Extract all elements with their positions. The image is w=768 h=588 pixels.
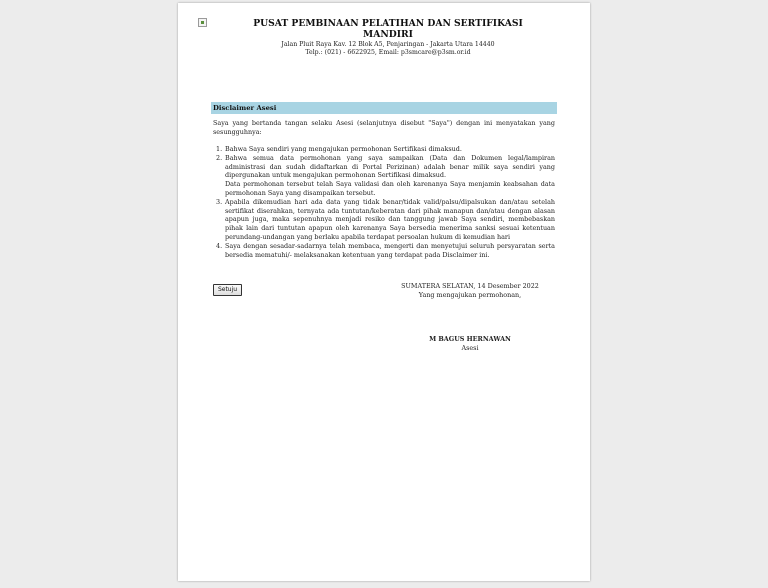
disclaimer-item	[213, 242, 555, 260]
institution-address: Jalan Pluit Raya Kav. 12 Blok A5, Penjaringan - Jakarta Utara 14440	[281, 41, 495, 48]
disclaimer-heading: Disclaimer Asesi	[211, 102, 557, 114]
signature-name: M BAGUS HERNAWAN	[429, 335, 511, 343]
institution-title	[238, 18, 538, 40]
institution-contact	[238, 41, 538, 57]
disclaimer-item-text: Bahwa semua data permohonan yang saya sampaikan (Data dan Dokumen legal/lampiran administrasi dan sudah didaftarkan di Portal Perizinan) adalah benar milik saya sendiri yang dipergunakan untuk mengajukan permohonan Sertifikasi dimaksud.	[225, 153, 555, 180]
disclaimer-item-number: 4.	[216, 241, 223, 250]
disclaimer-item	[213, 198, 555, 242]
disclaimer-item	[213, 145, 555, 154]
document-page	[178, 3, 590, 581]
signature-role: Yang mengajukan permohonan,	[418, 291, 522, 299]
signature-title: Asesi	[461, 344, 479, 352]
signature-place-date: SUMATERA SELATAN, 14 Desember 2022	[401, 282, 539, 290]
agree-button[interactable]: Setuju	[213, 284, 242, 296]
broken-image-icon	[198, 18, 207, 27]
disclaimer-item-number: 2.	[216, 153, 223, 162]
disclaimer-intro: Saya yang bertanda tangan selaku Asesi (selanjutnya disebut "Saya") dengan ini menyatakan yang sesungguhnya:	[213, 119, 555, 136]
disclaimer-list	[213, 145, 555, 259]
disclaimer-item-text: Apabila dikemudian hari ada data yang tidak benar/tidak valid/palsu/dipalsukan dan/atau setelah sertifikat diserahkan, ternyata ada tuntutan/keberatan dari pihak manapun dan/atau dengan alasan apapun juga, maka sepenuhnya menjadi resiko dan tanggung jawab Saya sendiri, membebaskan pihak lain dari tuntutan apapun oleh karenanya Saya bersedia menerima sanksi sesuai ketentuan perundang-undangan yang berlaku apabila terdapat persoalan hukum di kemudian hari	[225, 197, 555, 241]
institution-title-line2: MANDIRI	[363, 29, 413, 40]
disclaimer-item-text-continued: Data permohonan tersebut telah Saya validasi dan oleh karenanya Saya menjamin keabsahan data permohonan Saya yang disampaikan tersebut.	[225, 180, 555, 197]
disclaimer-item	[213, 154, 555, 198]
institution-title-line1: PUSAT PEMBINAAN PELATIHAN DAN SERTIFIKASI	[253, 18, 523, 29]
disclaimer-item-text: Bahwa Saya sendiri yang mengajukan permohonan Sertifikasi dimaksud.	[225, 145, 462, 153]
disclaimer-item-number: 3.	[216, 197, 223, 206]
disclaimer-item-number: 1.	[216, 145, 223, 153]
institution-phone-email: Telp.: (021) - 6622925, Email: p3smcare@p3sm.or.id	[305, 49, 471, 56]
disclaimer-item-text: Saya dengan sesadar-sadarnya telah membaca, mengerti dan menyetujui seluruh persyaratan serta bersedia mematuhi/- melaksanakan ketentuan yang terdapat pada Disclaimer ini.	[225, 241, 555, 259]
